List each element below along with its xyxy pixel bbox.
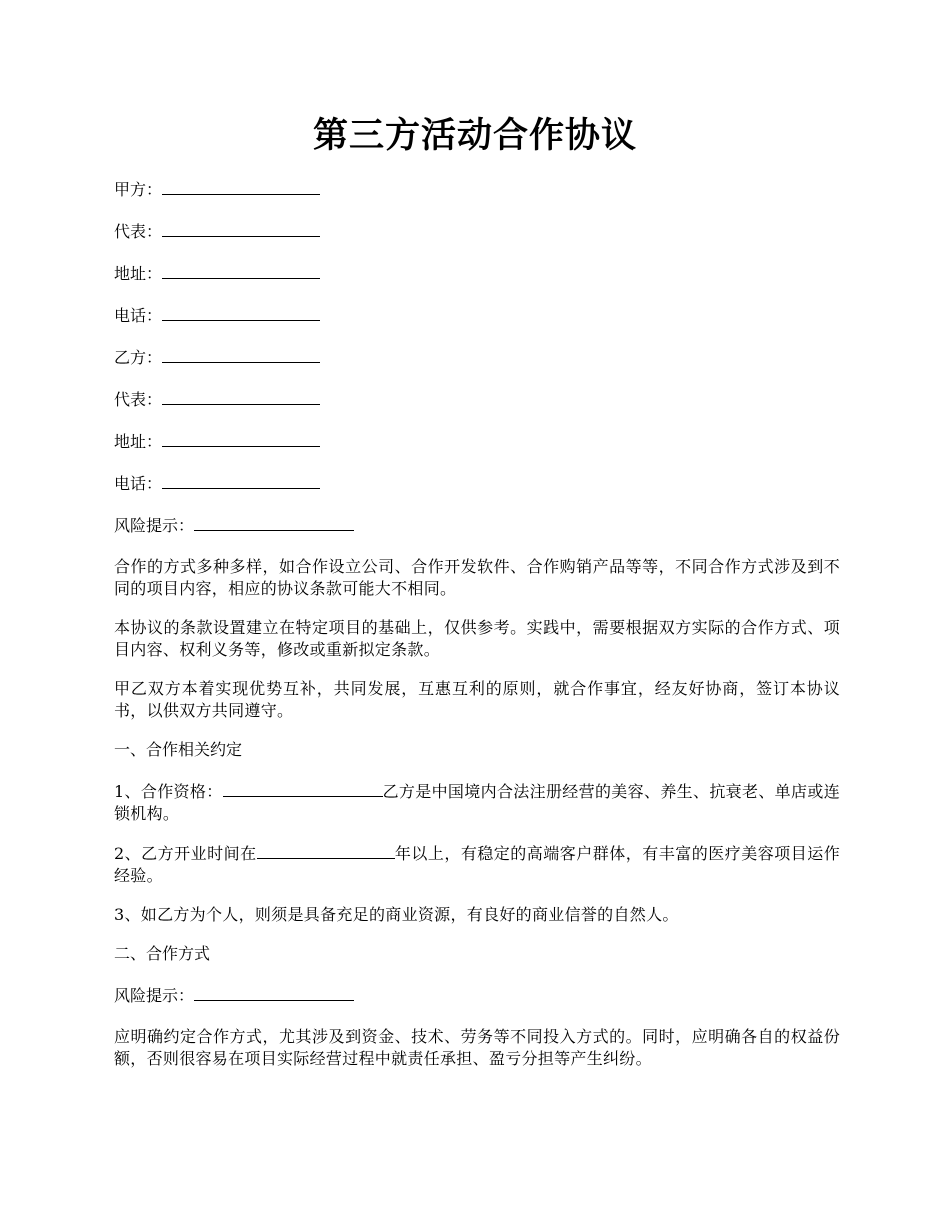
field-label: 电话： (114, 306, 163, 325)
party-b-field (114, 346, 840, 369)
party-a-rep-field (114, 220, 840, 243)
blank-line (223, 780, 383, 797)
paragraph-principles: 甲乙双方本着实现优势互补，共同发展，互惠互利的原则，就合作事宜，经友好协商，签订本协议书，以供双方共同遵守。 (114, 679, 840, 720)
blank-line (194, 984, 354, 1001)
risk-label: 风险提示： (114, 986, 195, 1005)
blank-line (257, 842, 395, 859)
clause-2-suffix: 年以上，有稳定的高端客户群体，有丰富的医疗美容项目运作经验。 (114, 844, 840, 885)
party-a-phone-field (114, 304, 840, 327)
party-b-rep-field (114, 388, 840, 411)
blank-line (162, 262, 320, 279)
blank-line (162, 472, 320, 489)
blank-line (162, 304, 320, 321)
clause-1-suffix: 乙方是中国境内合法注册经营的美容、养生、抗衰老、单店或连锁机构。 (114, 782, 840, 823)
field-label: 电话： (114, 474, 163, 493)
section-heading-1: 一、合作相关约定 (114, 740, 243, 759)
field-label: 甲方： (114, 180, 163, 199)
field-label: 乙方： (114, 348, 163, 367)
blank-line (162, 346, 320, 363)
clause-2-prefix: 2、乙方开业时间在 (114, 844, 257, 863)
clause-1 (114, 780, 840, 825)
party-a-address-field (114, 262, 840, 285)
document-body (114, 178, 840, 1087)
clause-3: 3、如乙方为个人，则须是具备充足的商业资源，有良好的商业信誉的自然人。 (114, 905, 679, 924)
blank-line (162, 388, 320, 405)
field-label: 代表： (114, 222, 163, 241)
clause-1-prefix: 1、合作资格： (114, 782, 223, 801)
risk-notice-1 (114, 514, 840, 537)
document-title: 第三方活动合作协议 (312, 115, 637, 156)
party-b-address-field (114, 430, 840, 453)
section-heading-2: 二、合作方式 (114, 944, 211, 963)
party-b-phone-field (114, 472, 840, 495)
field-label: 地址： (114, 264, 163, 283)
paragraph-cooperation-forms: 合作的方式多种多样，如合作设立公司、合作开发软件、合作购销产品等等，不同合作方式涉及到不同的项目内容，相应的协议条款可能大不相同。 (114, 557, 840, 598)
risk-label: 风险提示： (114, 516, 195, 535)
blank-line (194, 514, 354, 531)
paragraph-reference-note: 本协议的条款设置建立在特定项目的基础上，仅供参考。实践中，需要根据双方实际的合作方式、项目内容、权利义务等，修改或重新拟定条款。 (114, 618, 840, 659)
paragraph-cooperation-method: 应明确约定合作方式，尤其涉及到资金、技术、劳务等不同投入方式的。同时，应明确各自的权益份额，否则很容易在项目实际经营过程中就责任承担、盈亏分担等产生纠纷。 (114, 1027, 840, 1068)
blank-line (162, 430, 320, 447)
blank-line (162, 220, 320, 237)
field-label: 代表： (114, 390, 163, 409)
field-label: 地址： (114, 432, 163, 451)
blank-line (162, 178, 320, 195)
clause-2 (114, 842, 840, 887)
party-a-field (114, 178, 840, 201)
risk-notice-2 (114, 984, 840, 1007)
